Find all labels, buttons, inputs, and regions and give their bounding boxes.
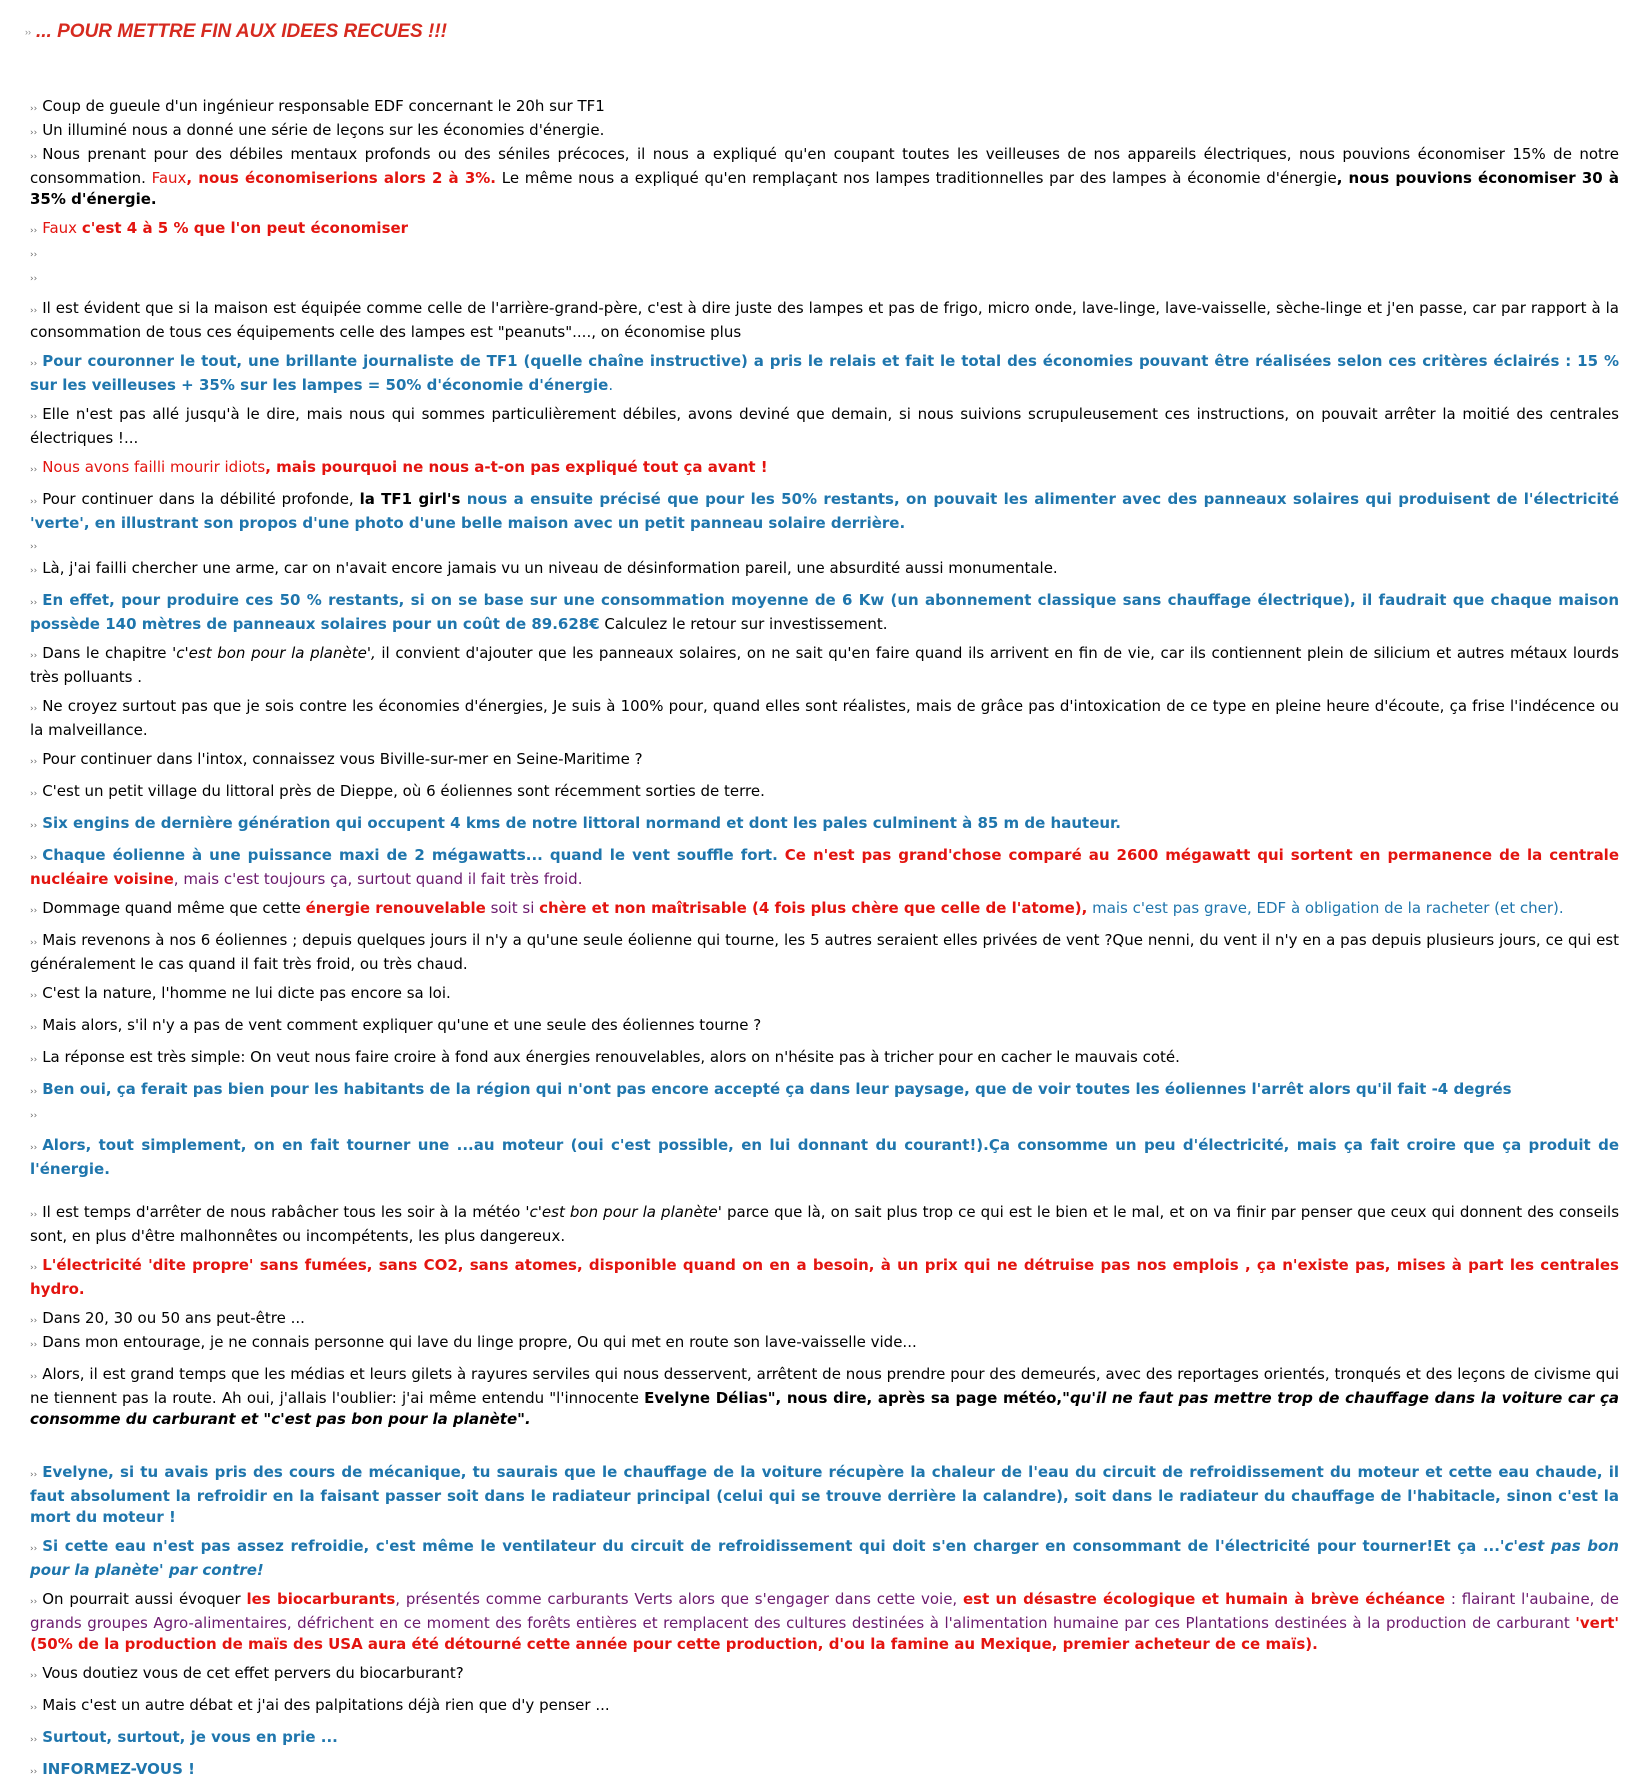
- spacer: [30, 1188, 1619, 1202]
- text-segment: Il est évident que si la maison est équipée comme celle de l'arrière-grand-père, c'est à dire juste des lampes et pas de frigo, micro onde, lave-linge, lave-vaisselle, sèche-linge et j'en passe, car par rapport à la consommation de tous ces équipements celle des lampes est "peanuts"...., on économise plus: [30, 299, 1619, 342]
- bullet-marker-icon: ››: [30, 1143, 38, 1154]
- text-segment: Alors, il est grand temps que les médias et leurs gilets à rayures serviles qui nous desservent, arrêtent de nous prendre pour des demeurés, avec des reportages orientés, tronqués et des leçons de civisme qui ne tiennent pas la route. Ah oui, j'allais l'oublier: j'ai même entendu "l'innocente: [30, 1365, 1619, 1408]
- text-segment: : flairant l'aubaine, de grands groupes Agro-alimentaires, défrichent en ce moment des forêts entières et remplacent des cultures destinées à l'alimentation humaine par ces Plantations destinées à la production de carburant: [30, 1590, 1619, 1633]
- bullet-marker-icon: ››: [30, 1340, 38, 1351]
- bullet-marker-icon: ››: [30, 991, 38, 1002]
- paragraph: [30, 643, 1619, 688]
- text-segment: , mais c'est toujours ça, surtout quand il fait très froid.: [173, 870, 583, 889]
- bullet-marker-icon: ››: [30, 497, 38, 508]
- bullet-marker-icon: ››: [30, 906, 38, 917]
- empty-line: [30, 266, 1619, 290]
- paragraph: [30, 1589, 1619, 1655]
- text-segment: Dans mon entourage, je ne connais personne qui lave du linge propre, Ou qui met en route son lave-vaisselle vide...: [42, 1333, 917, 1352]
- bullet-marker-icon: ››: [30, 757, 38, 768]
- text-segment: Elle n'est pas allé jusqu'à le dire, mais nous qui sommes particulièrement débiles, avons deviné que demain, si nous suivions scrupuleusement ces instructions, on pouvait arrêter la moitié des centrales électriques !...: [30, 405, 1619, 448]
- paragraph: [30, 590, 1619, 635]
- text-segment: INFORMEZ-VOUS !: [42, 1760, 195, 1779]
- bullet-marker-icon: ››: [30, 152, 38, 163]
- bullet-marker-icon: ››: [30, 821, 38, 832]
- paragraph: [30, 749, 1619, 773]
- text-segment: En effet, pour produire ces 50 % restants, si on se base sur une consommation moyenne de 6 Kw (un abonnement classique sans chauffage électrique), il faudrait que chaque maison possède 140 mètres de panneaux solaires pour un coût de 89.628€: [30, 591, 1619, 634]
- paragraph: [30, 1308, 1619, 1332]
- text-segment: Calculez le retour sur investissement.: [599, 615, 888, 634]
- bullet-marker-icon: ››: [30, 1055, 38, 1066]
- bullet-marker-icon: ››: [30, 1210, 38, 1221]
- paragraph: [30, 845, 1619, 890]
- bullet-marker-icon: ››: [30, 1544, 38, 1555]
- text-segment: Evelyne Délias", nous dire, après sa page météo,: [644, 1389, 1063, 1408]
- text-segment: 'vert' (50% de la production de maïs des USA aura été détourné cette année pour cette production, d'ou la famine au Mexique, premier acheteur de ce maïs).: [30, 1614, 1619, 1654]
- paragraph: [30, 120, 1619, 144]
- text-segment: , mais pourquoi ne nous a-t-on pas expliqué tout ça avant !: [265, 458, 768, 477]
- bullet-marker-icon: ››: [30, 412, 38, 423]
- paragraph: [30, 1462, 1619, 1528]
- bullet-marker-icon: ››: [30, 542, 38, 553]
- article-body: [30, 96, 1619, 1783]
- paragraph: [30, 1079, 1619, 1103]
- text-segment: 'c'est bon pour la planète': [525, 1203, 722, 1222]
- text-segment: Six engins de dernière génération qui occupent 4 kms de notre littoral normand et dont les pales culminent à 85 m de hauteur.: [42, 814, 1122, 833]
- text-segment: Mais c'est un autre débat et j'ai des palpitations déjà rien que d'y penser ...: [42, 1696, 610, 1715]
- paragraph: [30, 930, 1619, 975]
- bullet-marker-icon: ››: [30, 1087, 38, 1098]
- text-segment: Evelyne, si tu avais pris des cours de mécanique, tu saurais que le chauffage de la voiture récupère la chaleur de l'eau du circuit de refroidissement du moteur et cette eau chaude, il faut absolument la refroidir en la faisant passer soit dans le radiateur principal (celui qui se trouve derrière la calandre), soit dans le radiateur du chauffage de l'habitacle, sinon c'est la mort du moteur !: [30, 1463, 1619, 1527]
- paragraph: [30, 457, 1619, 481]
- bullet-marker-icon: ››: [30, 938, 38, 949]
- text-segment: Coup de gueule d'un ingénieur responsable EDF concernant le 20h sur TF1: [42, 97, 605, 116]
- text-segment: Vous doutiez vous de cet effet pervers du biocarburant?: [42, 1664, 464, 1683]
- text-segment: Alors, tout simplement, on en fait tourner une ...au moteur (oui c'est possible, en lui donnant du courant!).Ça consomme un peu d'électricité, mais ça fait croire que ça produit de l'énergie.: [30, 1136, 1619, 1179]
- bullet-marker-icon: ››: [30, 1111, 38, 1122]
- text-segment: Ne croyez surtout pas que je sois contre les économies d'énergies, Je suis à 100% pour, quand elles sont réalistes, mais de grâce pas d'intoxication de ce type en pleine heure d'écoute, ça frise l'indécence ou la malveillance.: [30, 697, 1619, 740]
- paragraph: [30, 1202, 1619, 1247]
- bullet-marker-icon: ››: [30, 226, 38, 237]
- bullet-marker-icon: ››: [30, 1372, 38, 1383]
- text-segment: .: [608, 376, 614, 395]
- text-segment: Nous prenant pour des débiles mentaux profonds ou des séniles précoces, il nous a expliqué qu'en coupant toutes les veilleuses de nos appareils électriques, nous pouvions économiser 15% de notre consommation.: [30, 145, 1619, 188]
- text-segment: nous a ensuite précisé que pour les 50% restants, on pouvait les alimenter avec des panneaux solaires qui produisent de l'électricité 'verte', en illustrant son propos d'une photo d'une belle maison avec un petit panneau solaire derrière.: [30, 490, 1619, 533]
- text-segment: Surtout, surtout, je vous en prie ...: [42, 1728, 338, 1747]
- text-segment: On pourrait aussi évoquer: [42, 1590, 247, 1609]
- bullet-marker-icon: ››: [30, 128, 38, 139]
- bullet-marker-icon: ››: [30, 306, 38, 317]
- paragraph: [30, 1663, 1619, 1687]
- bullet-marker-icon: ››: [30, 1316, 38, 1327]
- bullet-marker-icon: ››: [30, 704, 38, 715]
- paragraph: [30, 298, 1619, 343]
- text-segment: la TF1 girl's: [359, 490, 461, 509]
- bullet-marker-icon: ››: [30, 566, 38, 577]
- text-segment: Pour continuer dans la débilité profonde,: [42, 490, 360, 509]
- text-segment: Un illuminé nous a donné une série de leçons sur les économies d'énergie.: [42, 121, 605, 140]
- text-segment: les biocarburants: [246, 1590, 396, 1609]
- bullet-marker-icon: ››: [30, 274, 38, 285]
- text-segment: Faux: [151, 169, 187, 188]
- bullet-marker-icon: ››: [30, 1597, 38, 1608]
- empty-line: [30, 242, 1619, 266]
- text-segment: 'c'est bon pour la planète',: [172, 644, 376, 663]
- bullet-marker-icon: ››: [30, 465, 38, 476]
- bullet-marker-icon: ››: [30, 789, 38, 800]
- bullet-marker-icon: ››: [30, 104, 38, 115]
- empty-line: [30, 534, 1619, 558]
- bullet-marker-icon: ››: [30, 651, 38, 662]
- text-segment: Chaque éolienne à une puissance maxi de 2 mégawatts... quand le vent souffle fort.: [42, 846, 778, 865]
- text-segment: est un désastre écologique et humain à brève échéance: [963, 1590, 1446, 1609]
- text-segment: C'est un petit village du littoral près de Dieppe, où 6 éoliennes sont récemment sorties de terre.: [42, 782, 765, 801]
- bullet-marker-icon: ››: [30, 853, 38, 864]
- text-segment: L'électricité 'dite propre' sans fumées, sans CO2, sans atomes, disponible quand on en a besoin, à un prix qui ne détruise pas nos emplois , ça n'existe pas, mises à part les centrales hydro.: [30, 1256, 1619, 1299]
- text-segment: parce que là, on sait plus trop ce qui est le bien et le mal, et on va finir par penser que ceux qui donnent des conseils sont, en plus d'être malhonnêtes ou incompétents, les plus dangereux.: [30, 1203, 1620, 1246]
- text-segment: La réponse est très simple: On veut nous faire croire à fond aux énergies renouvelables, alors on n'hésite pas à tricher pour en cacher le mauvais coté.: [42, 1048, 1180, 1067]
- empty-line: [30, 1103, 1619, 1127]
- text-segment: énergie renouvelable: [305, 899, 486, 918]
- text-segment: Mais alors, s'il n'y a pas de vent comment expliquer qu'une et une seule des éoliennes tourne ?: [42, 1016, 762, 1035]
- paragraph: [30, 1332, 1619, 1356]
- text-segment: mais c'est pas grave, EDF à obligation de la racheter (et cher).: [1087, 899, 1564, 918]
- bullet-marker-icon: ››: [30, 1767, 38, 1778]
- bullet-marker-icon: ››: [30, 1023, 38, 1034]
- paragraph: [30, 1727, 1619, 1751]
- text-segment: il convient d'ajouter que les panneaux solaires, on ne sait qu'en faire quand ils arrivent en fin de vie, car ils contiennent plein de silicium et autres métaux lourds très polluants .: [30, 644, 1619, 687]
- bullet-marker-icon: ››: [30, 250, 38, 261]
- text-segment: c'est 4 à 5 % que l'on peut économiser: [81, 219, 409, 238]
- paragraph: [30, 1135, 1619, 1180]
- paragraph: [30, 696, 1619, 741]
- text-segment: Mais revenons à nos 6 éoliennes ; depuis quelques jours il n'y a qu'une seule éolienne qui tourne, les 5 autres seraient elles privées de vent ?Que nenni, du vent il n'y en a pas depuis plusieurs jours, ce qui est généralement le cas quand il fait très froid, ou très chaud.: [30, 931, 1619, 974]
- paragraph: [30, 1536, 1619, 1581]
- bullet-marker-icon: ››: [30, 598, 38, 609]
- bullet-marker-icon: ››: [25, 27, 31, 37]
- text-segment: Nous avons failli mourir idiots: [42, 458, 266, 477]
- text-segment: , présentés comme carburants Verts alors que s'engager dans cette voie,: [395, 1590, 963, 1609]
- bullet-marker-icon: ››: [30, 1671, 38, 1682]
- paragraph: [30, 1364, 1619, 1430]
- text-segment: Là, j'ai failli chercher une arme, car on n'avait encore jamais vu un niveau de désinformation pareil, une absurdité aussi monumentale.: [42, 559, 1058, 578]
- text-segment: 'c'est pas bon pour la planète' par contre!: [30, 1537, 1619, 1580]
- paragraph: [30, 1015, 1619, 1039]
- page-title-text: ... POUR METTRE FIN AUX IDEES RECUES !!!: [36, 21, 447, 43]
- paragraph: [30, 781, 1619, 805]
- text-segment: Ben oui, ça ferait pas bien pour les habitants de la région qui n'ont pas encore accepté ça dans leur paysage, que de voir toutes les éoliennes l'arrêt alors qu'il fait -4 degrés: [42, 1080, 1512, 1099]
- paragraph: [30, 983, 1619, 1007]
- page-title: [25, 20, 1619, 44]
- text-segment: Dans 20, 30 ou 50 ans peut-être ...: [42, 1309, 305, 1328]
- text-segment: chère et non maîtrisable (4 fois plus chère que celle de l'atome),: [539, 899, 1088, 918]
- paragraph: [30, 404, 1619, 449]
- paragraph: [30, 218, 1619, 242]
- text-segment: , nous économiserions alors 2 à 3%.: [186, 169, 497, 188]
- text-segment: soit si: [485, 899, 540, 918]
- text-segment: Le même nous a expliqué qu'en remplaçant nos lampes traditionnelles par des lampes à économie d'énergie: [496, 169, 1337, 188]
- text-segment: Dommage quand même que cette: [42, 899, 306, 918]
- paragraph: [30, 489, 1619, 534]
- bullet-marker-icon: ››: [30, 1470, 38, 1481]
- bullet-marker-icon: ››: [30, 1263, 38, 1274]
- text-segment: Il est temps d'arrêter de nous rabâcher tous les soir à la météo: [42, 1203, 526, 1222]
- text-segment: "qu'il ne faut pas mettre trop de chauffage dans la voiture car ça consomme du carburant et "c'est pas bon pour la planète".: [30, 1389, 1619, 1429]
- paragraph: [30, 1255, 1619, 1300]
- paragraph: [30, 144, 1619, 210]
- paragraph: [30, 351, 1619, 396]
- paragraph: [30, 813, 1619, 837]
- text-segment: Ce n'est pas grand'chose comparé au 2600 mégawatt qui sortent en permanence de la centrale nucléaire voisine: [30, 846, 1620, 889]
- paragraph: [30, 1047, 1619, 1071]
- text-segment: , nous pouvions économiser 30 à 35% d'énergie.: [30, 169, 1620, 209]
- text-segment: Dans le chapitre: [42, 644, 173, 663]
- bullet-marker-icon: ››: [30, 359, 38, 370]
- paragraph: [30, 1759, 1619, 1783]
- text-segment: Faux: [42, 219, 82, 238]
- text-segment: Pour continuer dans l'intox, connaissez vous Biville-sur-mer en Seine-Maritime ?: [42, 750, 643, 769]
- text-segment: C'est la nature, l'homme ne lui dicte pas encore sa loi.: [42, 984, 451, 1003]
- paragraph: [30, 96, 1619, 120]
- text-segment: Si cette eau n'est pas assez refroidie, c'est même le ventilateur du circuit de refroidissement qui doit s'en charger en consommant de l'électricité pour tourner!Et ça ...: [42, 1537, 1500, 1556]
- text-segment: Pour couronner le tout, une brillante journaliste de TF1 (quelle chaîne instructive) a pris le relais et fait le total des économies pouvant être réalisées selon ces critères éclairés : 15 % sur les veilleuses + 35% sur les lampes = 50% d'économie d'énergie: [30, 352, 1619, 395]
- bullet-marker-icon: ››: [30, 1735, 38, 1746]
- spacer: [30, 1438, 1619, 1462]
- paragraph: [30, 558, 1619, 582]
- bullet-marker-icon: ››: [30, 1703, 38, 1714]
- paragraph: [30, 898, 1619, 922]
